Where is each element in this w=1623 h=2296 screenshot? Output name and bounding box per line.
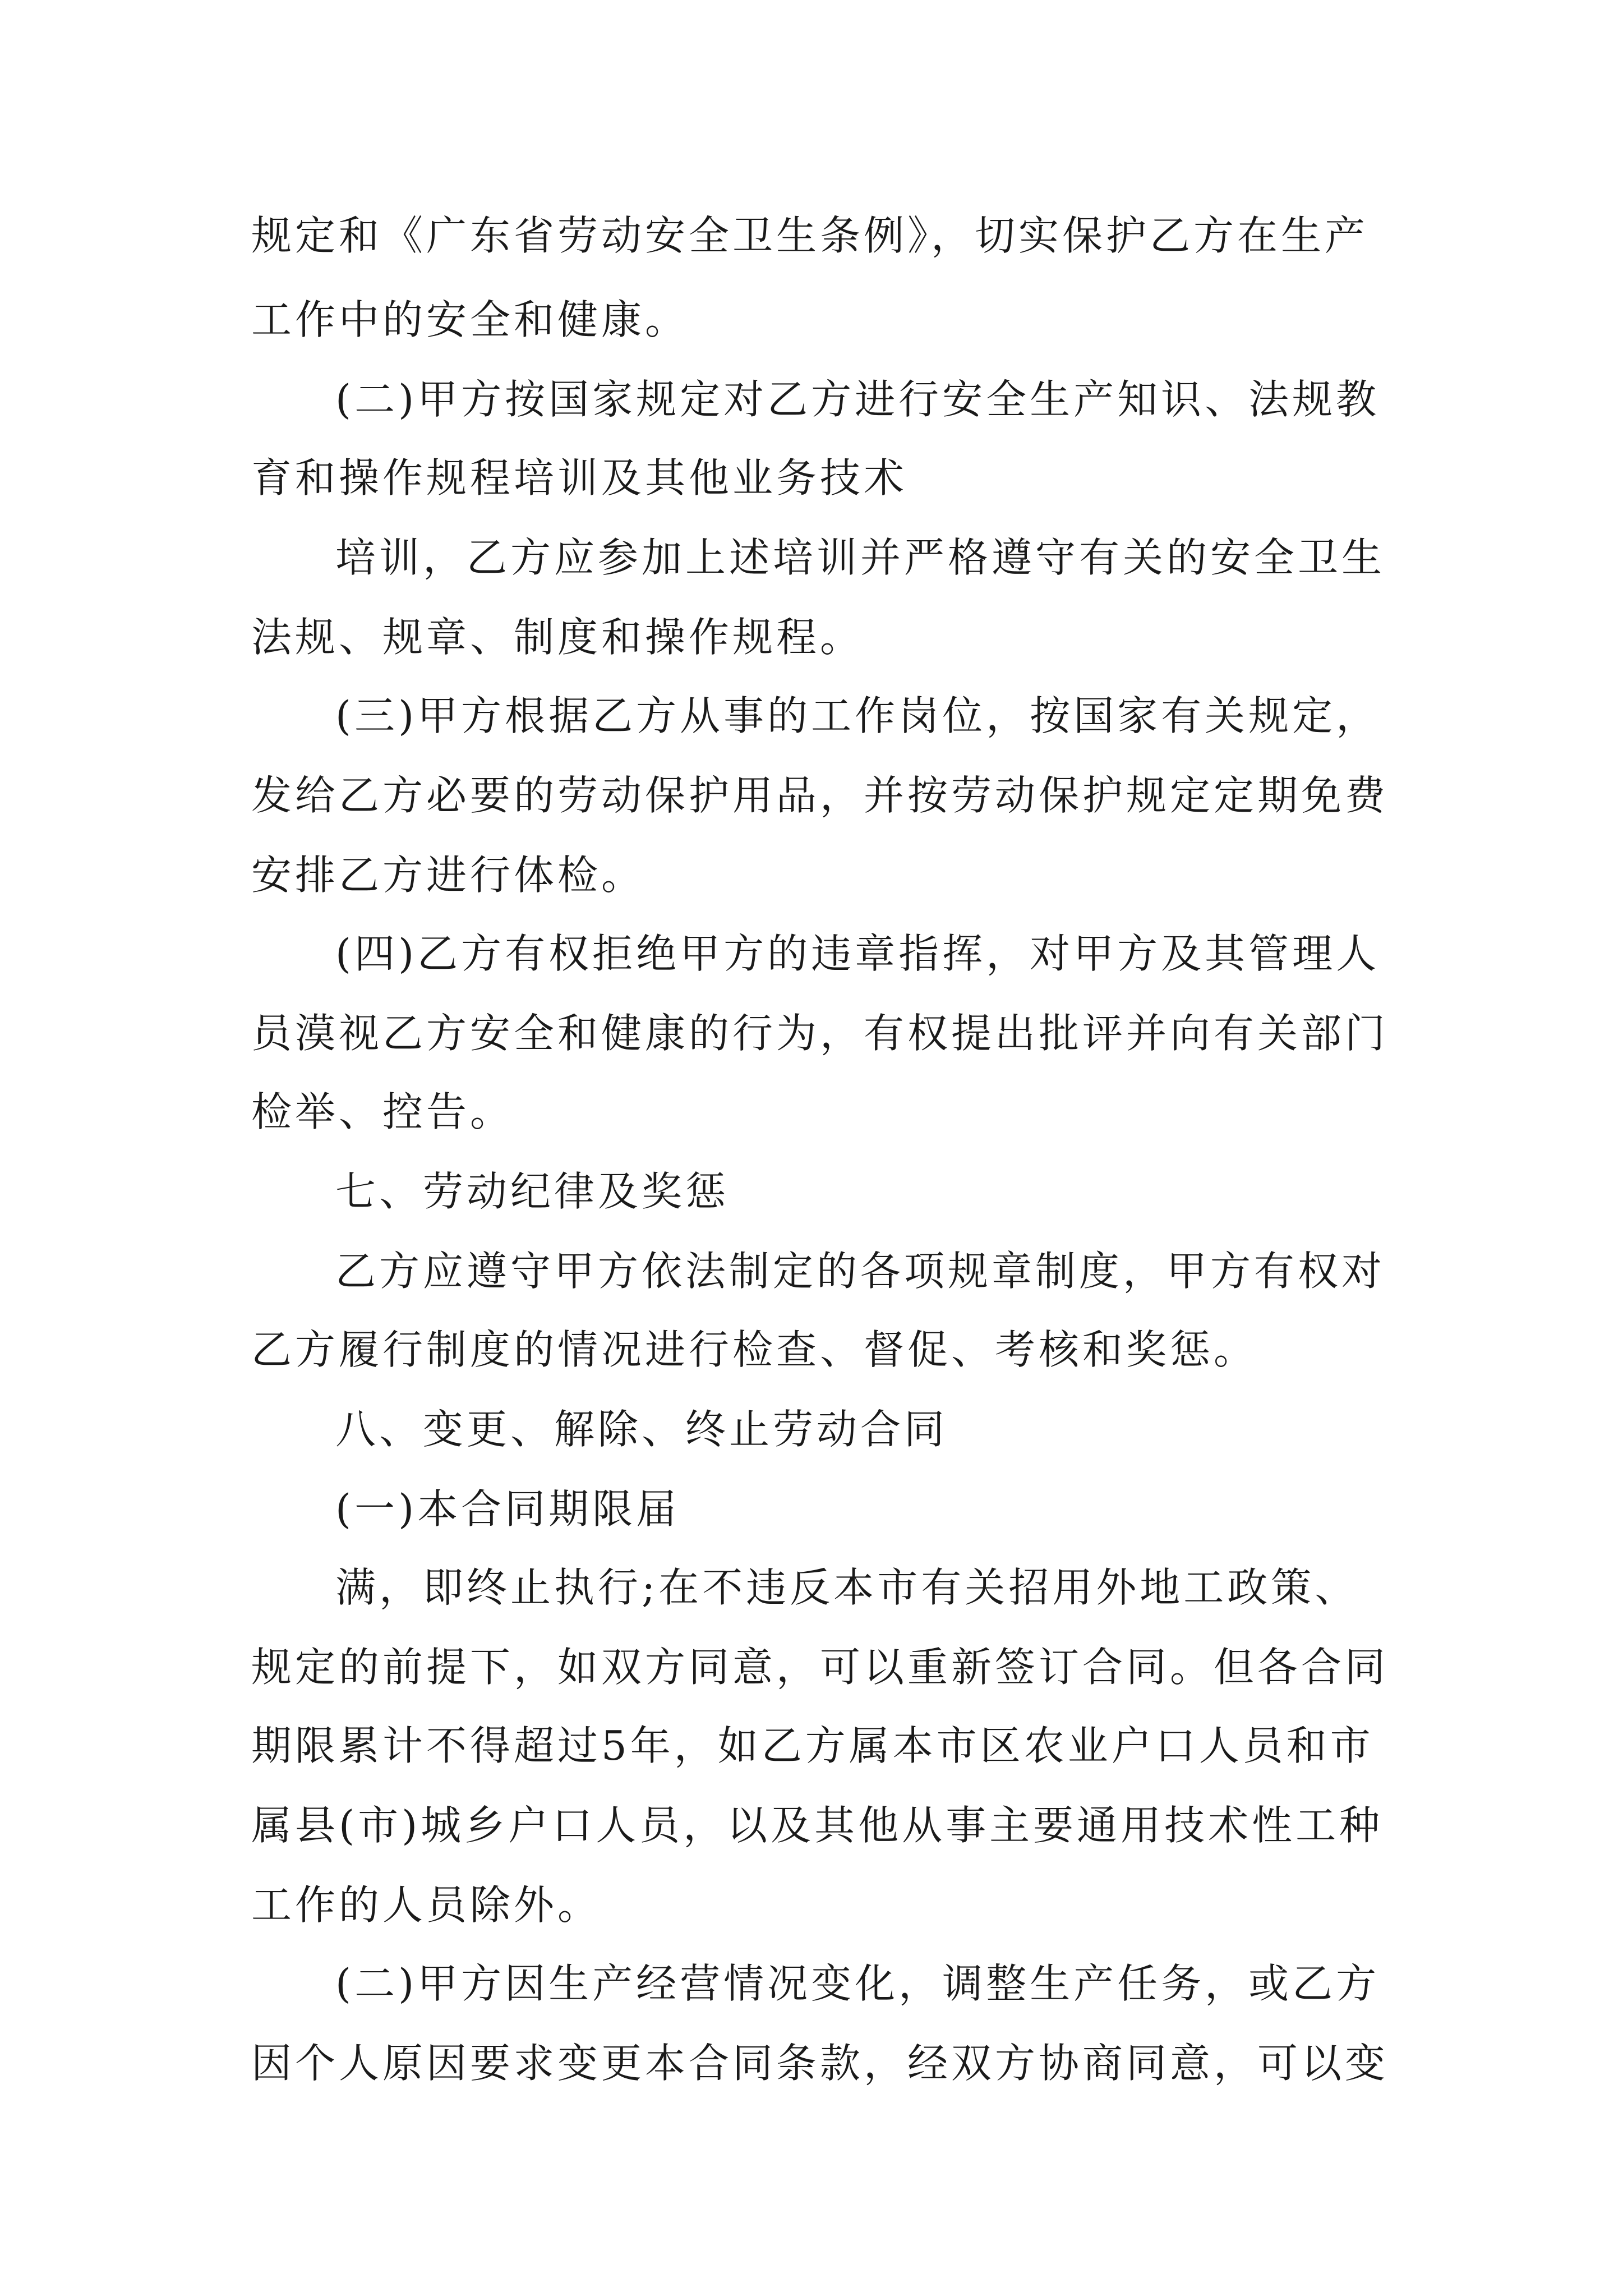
text-line: 员漠视乙方安全和健康的行为，有权提出批评并向有关部门	[251, 1010, 1389, 1057]
text-line: 发给乙方必要的劳动保护用品，并按劳动保护规定定期免费	[251, 772, 1389, 819]
text-line: 工作的人员除外。	[251, 1881, 602, 1929]
text-line: 安排乙方进行体检。	[251, 852, 645, 899]
text-line: 因个人原因要求变更本合同条款，经双方协商同意，可以变	[251, 2040, 1389, 2087]
text-line: 属县(市)城乡户口人员，以及其他从事主要通用技术性工种	[251, 1802, 1384, 1849]
text-line: 期限累计不得超过5年，如乙方属本市区农业户口人员和市	[251, 1722, 1374, 1769]
text-line: 满，即终止执行;在不违反本市有关招用外地工政策、	[335, 1564, 1359, 1611]
text-line: (二)甲方因生产经营情况变化，调整生产任务，或乙方	[335, 1960, 1380, 2007]
text-line: 法规、规章、制度和操作规程。	[251, 614, 864, 661]
text-line: 工作中的安全和健康。	[251, 296, 689, 343]
text-line: 乙方应遵守甲方依法制定的各项规章制度，甲方有权对	[335, 1248, 1386, 1295]
text-line: (三)甲方根据乙方从事的工作岗位，按国家有关规定，	[335, 692, 1380, 739]
text-line: 培训，乙方应参加上述培训并严格遵守有关的安全卫生	[335, 534, 1386, 581]
text-line: 育和操作规程培训及其他业务技术	[251, 454, 908, 501]
text-line: 乙方履行制度的情况进行检查、督促、考核和奖惩。	[251, 1326, 1258, 1373]
text-line: 检举、控告。	[251, 1088, 514, 1135]
text-line: 八、变更、解除、终止劳动合同	[335, 1406, 948, 1453]
text-line: (二)甲方按国家规定对乙方进行安全生产知识、法规教	[335, 376, 1380, 423]
text-line: 规定的前提下，如双方同意，可以重新签订合同。但各合同	[251, 1644, 1389, 1691]
text-line: (四)乙方有权拒绝甲方的违章指挥，对甲方及其管理人	[335, 930, 1380, 977]
text-line: 规定和《广东省劳动安全卫生条例》，切实保护乙方在生产	[251, 212, 1369, 259]
text-line: (一)本合同期限届	[335, 1485, 680, 1533]
text-line: 七、劳动纪律及奖惩	[335, 1168, 730, 1215]
